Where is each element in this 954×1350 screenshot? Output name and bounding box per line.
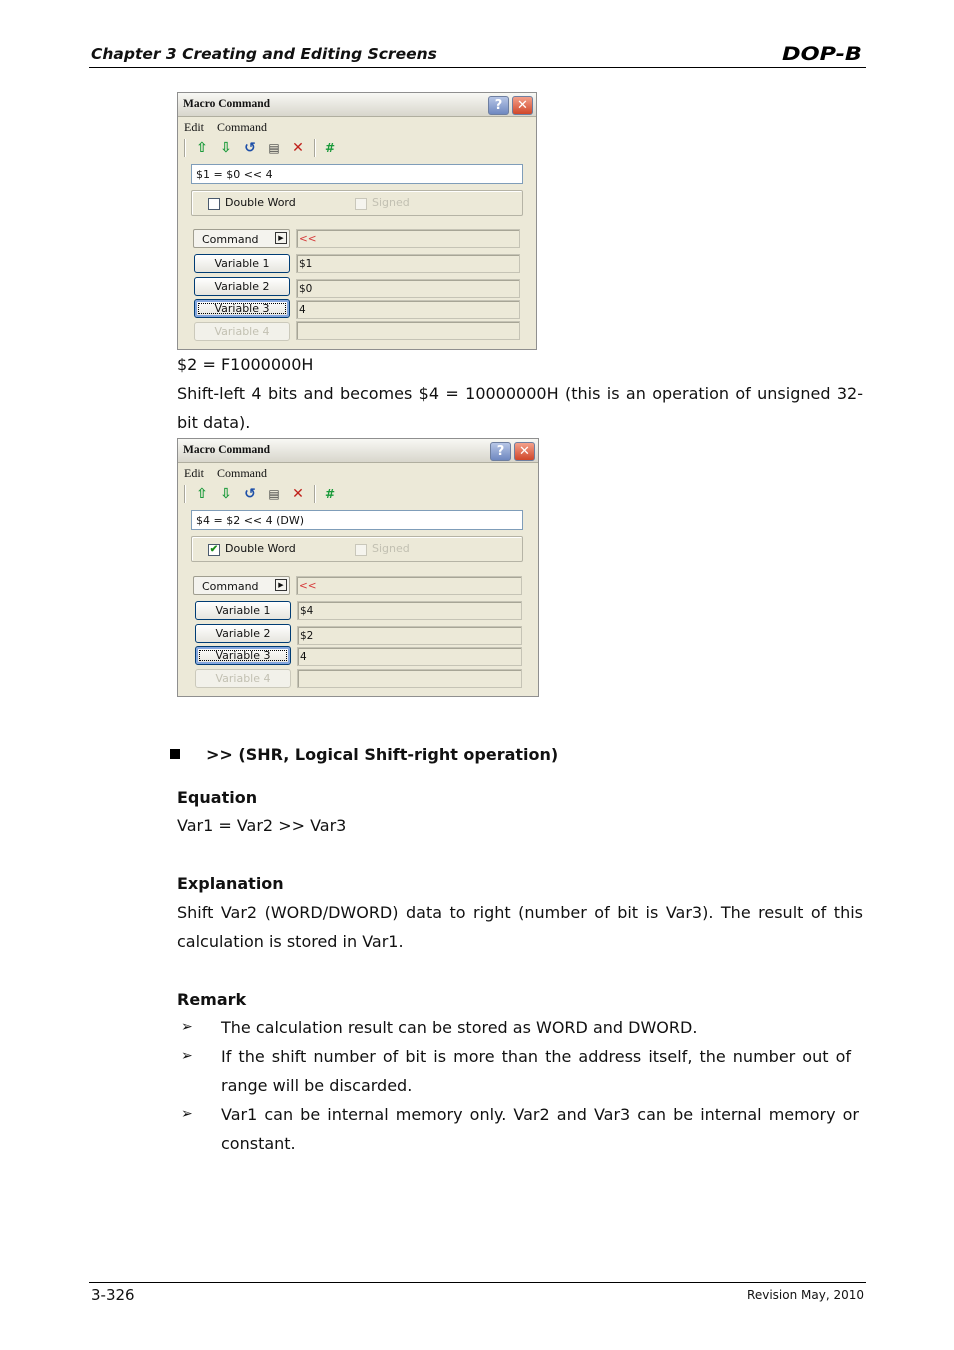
copy-icon[interactable]: ▤ <box>268 141 280 155</box>
toolbar-grip <box>184 139 185 157</box>
dialog-title-bar <box>178 439 538 463</box>
command-dropdown-icon[interactable]: ▶ <box>275 579 287 591</box>
variable-4-button: Variable 4 <box>194 322 290 341</box>
hash-icon[interactable]: # <box>324 487 336 501</box>
menu-command[interactable]: Command <box>217 466 267 480</box>
explanation-heading: Explanation <box>177 874 284 893</box>
variable-4-field <box>296 321 520 340</box>
remark-item: The calculation result can be stored as WORD and DWORD. <box>221 1018 698 1037</box>
dop-b-logo <box>780 42 866 64</box>
move-down-icon[interactable]: ⇩ <box>220 486 232 502</box>
undo-icon[interactable]: ↺ <box>244 486 256 502</box>
equation-text: Var1 = Var2 >> Var3 <box>177 816 347 835</box>
section-heading: >> (SHR, Logical Shift-right operation) <box>206 745 559 764</box>
hash-icon[interactable]: # <box>324 141 336 155</box>
chapter-title: Chapter 3 Creating and Editing Screens <box>91 45 437 63</box>
arrow-bullet-icon: ➢ <box>181 1106 193 1122</box>
signed-label: Signed <box>372 196 410 209</box>
menu-edit[interactable]: Edit <box>184 120 204 134</box>
menu-bar <box>184 466 277 481</box>
arrow-bullet-icon: ➢ <box>181 1019 193 1035</box>
revision-date: Revision May, 2010 <box>747 1288 864 1302</box>
page-footer <box>89 1282 866 1304</box>
options-group <box>191 190 523 216</box>
dialog-title: Macro Command <box>183 98 270 110</box>
variable-3-field[interactable]: 4 <box>296 300 520 319</box>
variable-3-field[interactable]: 4 <box>297 647 522 666</box>
double-word-checkbox[interactable] <box>208 198 220 210</box>
move-up-icon[interactable]: ⇧ <box>196 140 208 156</box>
double-word-label: Double Word <box>225 542 296 555</box>
svg-text:DOP-B: DOP-B <box>782 43 862 64</box>
undo-icon[interactable]: ↺ <box>244 140 256 156</box>
variable-4-button: Variable 4 <box>195 669 291 688</box>
toolbar <box>182 483 532 507</box>
macro-command-dialog-2 <box>177 438 539 697</box>
signed-checkbox <box>355 198 367 210</box>
delete-icon[interactable]: ✕ <box>292 140 304 156</box>
command-field: << <box>296 229 520 248</box>
toolbar-grip <box>184 485 185 503</box>
variable-3-button[interactable]: Variable 3 <box>195 646 291 665</box>
command-dropdown-icon[interactable]: ▶ <box>275 232 287 244</box>
variable-2-button[interactable]: Variable 2 <box>194 277 290 296</box>
expression-field[interactable]: $4 = $2 << 4 (DW) <box>191 510 523 530</box>
menu-edit[interactable]: Edit <box>184 466 204 480</box>
remark-item: Var1 can be internal memory only. Var2 and Var3 can be internal memory or constant. <box>221 1105 859 1153</box>
result-line: $2 = F1000000H <box>177 355 314 374</box>
variable-2-field[interactable]: $0 <box>296 279 520 298</box>
variable-1-field[interactable]: $4 <box>297 601 522 620</box>
command-label: Command <box>202 233 259 246</box>
remark-item: If the shift number of bit is more than the address itself, the number out of range will be discarded. <box>221 1047 851 1095</box>
shift-description: Shift-left 4 bits and becomes $4 = 10000000H (this is an operation of unsigned 32-bit data). <box>177 384 863 432</box>
command-label: Command <box>202 580 259 593</box>
move-up-icon[interactable]: ⇧ <box>196 486 208 502</box>
help-button[interactable]: ? <box>488 96 509 115</box>
arrow-bullet-icon: ➢ <box>181 1048 193 1064</box>
toolbar-separator <box>314 485 315 503</box>
section-bullet-icon <box>170 749 180 759</box>
macro-command-dialog-1 <box>177 92 537 350</box>
command-field: << <box>296 576 522 595</box>
variable-2-button[interactable]: Variable 2 <box>195 624 291 643</box>
double-word-label: Double Word <box>225 196 296 209</box>
expression-field[interactable]: $1 = $0 << 4 <box>191 164 523 184</box>
double-word-checkbox[interactable]: ✔ <box>209 544 219 555</box>
options-group <box>191 536 523 562</box>
command-button[interactable] <box>193 229 290 248</box>
variable-1-button[interactable]: Variable 1 <box>194 254 290 273</box>
variable-4-field <box>297 669 522 688</box>
menu-command[interactable]: Command <box>217 120 267 134</box>
dialog-title-bar <box>178 93 536 117</box>
copy-icon[interactable]: ▤ <box>268 487 280 501</box>
variable-1-field[interactable]: $1 <box>296 254 520 273</box>
move-down-icon[interactable]: ⇩ <box>220 140 232 156</box>
variable-1-button[interactable]: Variable 1 <box>195 601 291 620</box>
variable-2-field[interactable]: $2 <box>297 626 522 645</box>
signed-checkbox <box>355 544 367 556</box>
page-header <box>89 42 866 68</box>
variable-3-button[interactable]: Variable 3 <box>194 299 290 318</box>
close-button[interactable]: ✕ <box>514 442 535 461</box>
toolbar <box>182 137 530 161</box>
menu-bar <box>184 120 277 135</box>
equation-heading: Equation <box>177 788 258 807</box>
signed-label: Signed <box>372 542 410 555</box>
close-button[interactable]: ✕ <box>512 96 533 115</box>
page-number: 3-326 <box>91 1286 135 1304</box>
command-button[interactable] <box>193 576 290 595</box>
explanation-text: Shift Var2 (WORD/DWORD) data to right (number of bit is Var3). The result of this calculation is stored in Var1. <box>177 903 863 951</box>
toolbar-separator <box>314 139 315 157</box>
help-button[interactable]: ? <box>490 442 511 461</box>
remark-heading: Remark <box>177 990 247 1009</box>
delete-icon[interactable]: ✕ <box>292 486 304 502</box>
dialog-title: Macro Command <box>183 444 270 456</box>
